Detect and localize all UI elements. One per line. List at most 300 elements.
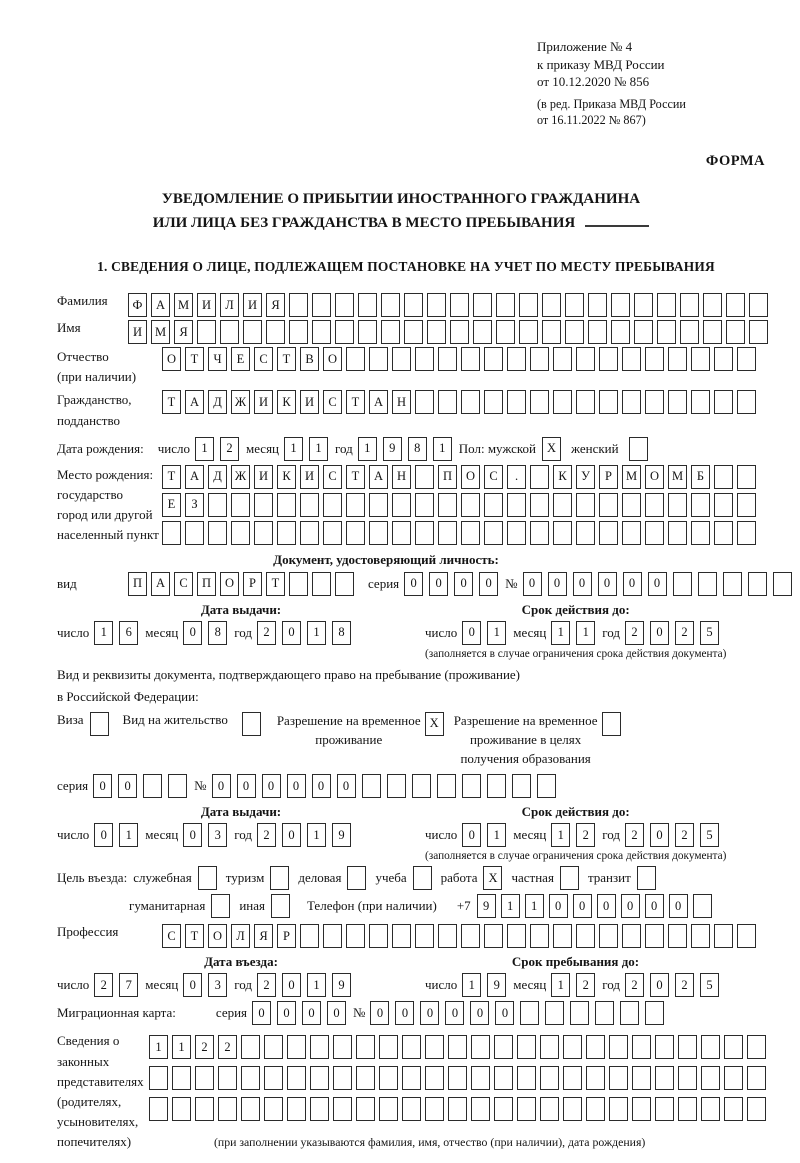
char-cell[interactable]: 1 xyxy=(284,437,303,461)
char-cell[interactable] xyxy=(461,521,480,545)
char-cell[interactable] xyxy=(494,1066,513,1090)
char-cell[interactable] xyxy=(369,521,388,545)
char-cell[interactable] xyxy=(698,572,717,596)
char-cell[interactable] xyxy=(90,712,109,736)
char-cell[interactable]: О xyxy=(208,924,227,948)
char-cell[interactable]: Т xyxy=(266,572,285,596)
char-cell[interactable] xyxy=(448,1066,467,1090)
char-cell[interactable] xyxy=(270,866,289,890)
char-cell[interactable] xyxy=(300,924,319,948)
char-cell[interactable]: 0 xyxy=(645,894,664,918)
char-cell[interactable]: X xyxy=(483,866,502,890)
char-cell[interactable]: 1 xyxy=(149,1035,168,1059)
char-cell[interactable] xyxy=(346,347,365,371)
char-cell[interactable]: Д xyxy=(208,465,227,489)
char-cell[interactable] xyxy=(143,774,162,798)
char-cell[interactable] xyxy=(381,293,400,317)
char-cell[interactable]: Я xyxy=(266,293,285,317)
char-cell[interactable] xyxy=(565,293,584,317)
char-cell[interactable] xyxy=(266,320,285,344)
char-cell[interactable] xyxy=(586,1097,605,1121)
char-cell[interactable]: Я xyxy=(254,924,273,948)
char-cell[interactable] xyxy=(473,293,492,317)
char-cell[interactable] xyxy=(438,521,457,545)
char-cell[interactable] xyxy=(563,1035,582,1059)
char-cell[interactable]: 2 xyxy=(625,621,644,645)
char-cell[interactable] xyxy=(570,1001,589,1025)
char-cell[interactable] xyxy=(701,1035,720,1059)
char-cell[interactable] xyxy=(629,437,648,461)
char-cell[interactable] xyxy=(714,521,733,545)
char-cell[interactable]: А xyxy=(369,390,388,414)
char-cell[interactable] xyxy=(277,493,296,517)
char-cell[interactable] xyxy=(588,293,607,317)
char-cell[interactable] xyxy=(540,1035,559,1059)
char-cell[interactable]: Б xyxy=(691,465,710,489)
char-cell[interactable]: З xyxy=(185,493,204,517)
char-cell[interactable]: X xyxy=(542,437,561,461)
char-cell[interactable] xyxy=(264,1066,283,1090)
char-cell[interactable] xyxy=(703,293,722,317)
char-cell[interactable] xyxy=(195,1097,214,1121)
char-cell[interactable]: 0 xyxy=(462,823,481,847)
char-cell[interactable]: Т xyxy=(162,465,181,489)
char-cell[interactable]: 0 xyxy=(650,973,669,997)
char-cell[interactable] xyxy=(701,1097,720,1121)
char-cell[interactable]: С xyxy=(174,572,193,596)
char-cell[interactable] xyxy=(645,924,664,948)
char-cell[interactable]: 2 xyxy=(257,621,276,645)
char-cell[interactable] xyxy=(622,924,641,948)
char-cell[interactable]: С xyxy=(323,465,342,489)
char-cell[interactable]: 1 xyxy=(307,621,326,645)
char-cell[interactable] xyxy=(379,1097,398,1121)
char-cell[interactable]: 0 xyxy=(650,621,669,645)
char-cell[interactable]: И xyxy=(254,390,273,414)
char-cell[interactable] xyxy=(655,1035,674,1059)
char-cell[interactable] xyxy=(691,493,710,517)
char-cell[interactable] xyxy=(347,866,366,890)
char-cell[interactable] xyxy=(678,1066,697,1090)
char-cell[interactable]: 1 xyxy=(119,823,138,847)
char-cell[interactable]: 0 xyxy=(94,823,113,847)
char-cell[interactable]: 0 xyxy=(183,823,202,847)
char-cell[interactable] xyxy=(599,390,618,414)
char-cell[interactable]: 0 xyxy=(470,1001,489,1025)
char-cell[interactable] xyxy=(461,390,480,414)
char-cell[interactable]: 6 xyxy=(119,621,138,645)
char-cell[interactable] xyxy=(323,493,342,517)
char-cell[interactable] xyxy=(450,293,469,317)
char-cell[interactable]: В xyxy=(300,347,319,371)
char-cell[interactable]: 0 xyxy=(404,572,423,596)
char-cell[interactable] xyxy=(437,774,456,798)
char-cell[interactable]: 1 xyxy=(462,973,481,997)
char-cell[interactable] xyxy=(602,712,621,736)
char-cell[interactable]: Т xyxy=(346,465,365,489)
char-cell[interactable] xyxy=(471,1097,490,1121)
char-cell[interactable]: О xyxy=(220,572,239,596)
char-cell[interactable]: О xyxy=(162,347,181,371)
char-cell[interactable]: И xyxy=(197,293,216,317)
char-cell[interactable] xyxy=(289,572,308,596)
char-cell[interactable] xyxy=(471,1066,490,1090)
char-cell[interactable] xyxy=(576,521,595,545)
char-cell[interactable] xyxy=(402,1097,421,1121)
char-cell[interactable] xyxy=(595,1001,614,1025)
char-cell[interactable]: 0 xyxy=(523,572,542,596)
char-cell[interactable]: А xyxy=(151,293,170,317)
char-cell[interactable]: 0 xyxy=(282,973,301,997)
char-cell[interactable] xyxy=(565,320,584,344)
char-cell[interactable] xyxy=(287,1066,306,1090)
char-cell[interactable] xyxy=(645,390,664,414)
char-cell[interactable] xyxy=(542,320,561,344)
char-cell[interactable] xyxy=(243,320,262,344)
char-cell[interactable]: 1 xyxy=(501,894,520,918)
char-cell[interactable]: 1 xyxy=(433,437,452,461)
char-cell[interactable]: Р xyxy=(277,924,296,948)
char-cell[interactable] xyxy=(356,1097,375,1121)
char-cell[interactable]: Е xyxy=(231,347,250,371)
char-cell[interactable]: 0 xyxy=(420,1001,439,1025)
char-cell[interactable]: С xyxy=(323,390,342,414)
char-cell[interactable] xyxy=(404,320,423,344)
char-cell[interactable]: 0 xyxy=(212,774,231,798)
char-cell[interactable] xyxy=(415,390,434,414)
char-cell[interactable] xyxy=(438,390,457,414)
char-cell[interactable] xyxy=(723,572,742,596)
char-cell[interactable] xyxy=(231,521,250,545)
char-cell[interactable] xyxy=(726,293,745,317)
char-cell[interactable] xyxy=(622,493,641,517)
char-cell[interactable] xyxy=(599,493,618,517)
char-cell[interactable]: О xyxy=(323,347,342,371)
char-cell[interactable]: 0 xyxy=(302,1001,321,1025)
char-cell[interactable]: С xyxy=(484,465,503,489)
char-cell[interactable]: Р xyxy=(599,465,618,489)
char-cell[interactable]: К xyxy=(277,465,296,489)
char-cell[interactable]: 2 xyxy=(625,973,644,997)
char-cell[interactable] xyxy=(484,493,503,517)
char-cell[interactable]: Ж xyxy=(231,390,250,414)
char-cell[interactable] xyxy=(462,774,481,798)
char-cell[interactable] xyxy=(530,390,549,414)
char-cell[interactable] xyxy=(392,521,411,545)
char-cell[interactable] xyxy=(412,774,431,798)
char-cell[interactable]: Т xyxy=(346,390,365,414)
char-cell[interactable] xyxy=(289,293,308,317)
char-cell[interactable] xyxy=(358,293,377,317)
char-cell[interactable] xyxy=(277,521,296,545)
char-cell[interactable] xyxy=(645,347,664,371)
char-cell[interactable] xyxy=(545,1001,564,1025)
char-cell[interactable]: И xyxy=(128,320,147,344)
char-cell[interactable] xyxy=(149,1066,168,1090)
char-cell[interactable] xyxy=(392,493,411,517)
char-cell[interactable] xyxy=(312,320,331,344)
char-cell[interactable]: 0 xyxy=(183,973,202,997)
char-cell[interactable] xyxy=(448,1035,467,1059)
char-cell[interactable] xyxy=(655,1066,674,1090)
char-cell[interactable]: 2 xyxy=(576,823,595,847)
char-cell[interactable]: 0 xyxy=(573,894,592,918)
char-cell[interactable] xyxy=(381,320,400,344)
char-cell[interactable] xyxy=(701,1066,720,1090)
char-cell[interactable]: Ф xyxy=(128,293,147,317)
char-cell[interactable]: 0 xyxy=(454,572,473,596)
char-cell[interactable] xyxy=(425,1097,444,1121)
char-cell[interactable] xyxy=(369,347,388,371)
char-cell[interactable]: О xyxy=(645,465,664,489)
char-cell[interactable] xyxy=(333,1066,352,1090)
char-cell[interactable] xyxy=(609,1035,628,1059)
char-cell[interactable]: А xyxy=(185,465,204,489)
char-cell[interactable] xyxy=(312,572,331,596)
char-cell[interactable] xyxy=(415,347,434,371)
char-cell[interactable] xyxy=(507,390,526,414)
char-cell[interactable] xyxy=(622,521,641,545)
char-cell[interactable] xyxy=(335,293,354,317)
char-cell[interactable] xyxy=(310,1066,329,1090)
char-cell[interactable] xyxy=(195,1066,214,1090)
char-cell[interactable] xyxy=(484,347,503,371)
char-cell[interactable] xyxy=(714,465,733,489)
char-cell[interactable]: 0 xyxy=(549,894,568,918)
char-cell[interactable] xyxy=(507,924,526,948)
char-cell[interactable]: . xyxy=(507,465,526,489)
char-cell[interactable] xyxy=(507,493,526,517)
char-cell[interactable] xyxy=(560,866,579,890)
char-cell[interactable]: 0 xyxy=(650,823,669,847)
char-cell[interactable] xyxy=(346,924,365,948)
char-cell[interactable]: 9 xyxy=(477,894,496,918)
char-cell[interactable] xyxy=(517,1066,536,1090)
char-cell[interactable]: Н xyxy=(392,465,411,489)
char-cell[interactable]: 1 xyxy=(94,621,113,645)
char-cell[interactable] xyxy=(680,320,699,344)
char-cell[interactable] xyxy=(747,1035,766,1059)
char-cell[interactable] xyxy=(404,293,423,317)
char-cell[interactable]: А xyxy=(151,572,170,596)
char-cell[interactable] xyxy=(208,493,227,517)
char-cell[interactable]: 0 xyxy=(282,621,301,645)
char-cell[interactable] xyxy=(634,320,653,344)
char-cell[interactable] xyxy=(415,493,434,517)
char-cell[interactable] xyxy=(530,924,549,948)
char-cell[interactable] xyxy=(287,1097,306,1121)
char-cell[interactable] xyxy=(599,521,618,545)
char-cell[interactable] xyxy=(691,521,710,545)
char-cell[interactable] xyxy=(271,894,290,918)
char-cell[interactable]: 1 xyxy=(307,823,326,847)
char-cell[interactable]: Ч xyxy=(208,347,227,371)
char-cell[interactable]: С xyxy=(254,347,273,371)
char-cell[interactable]: 2 xyxy=(257,973,276,997)
char-cell[interactable] xyxy=(542,293,561,317)
char-cell[interactable] xyxy=(484,924,503,948)
char-cell[interactable]: П xyxy=(128,572,147,596)
char-cell[interactable] xyxy=(691,924,710,948)
char-cell[interactable] xyxy=(172,1066,191,1090)
char-cell[interactable]: И xyxy=(243,293,262,317)
char-cell[interactable] xyxy=(494,1097,513,1121)
char-cell[interactable]: 3 xyxy=(208,973,227,997)
char-cell[interactable]: 0 xyxy=(312,774,331,798)
char-cell[interactable]: К xyxy=(277,390,296,414)
char-cell[interactable] xyxy=(691,390,710,414)
char-cell[interactable] xyxy=(530,521,549,545)
char-cell[interactable] xyxy=(553,521,572,545)
char-cell[interactable] xyxy=(748,572,767,596)
char-cell[interactable] xyxy=(645,521,664,545)
char-cell[interactable] xyxy=(387,774,406,798)
char-cell[interactable]: Т xyxy=(277,347,296,371)
char-cell[interactable] xyxy=(471,1035,490,1059)
char-cell[interactable] xyxy=(609,1066,628,1090)
char-cell[interactable] xyxy=(714,347,733,371)
char-cell[interactable] xyxy=(415,924,434,948)
char-cell[interactable] xyxy=(335,572,354,596)
char-cell[interactable]: П xyxy=(438,465,457,489)
char-cell[interactable] xyxy=(300,493,319,517)
char-cell[interactable] xyxy=(335,320,354,344)
char-cell[interactable]: 0 xyxy=(262,774,281,798)
char-cell[interactable] xyxy=(438,924,457,948)
char-cell[interactable] xyxy=(507,521,526,545)
char-cell[interactable] xyxy=(264,1097,283,1121)
char-cell[interactable] xyxy=(425,1035,444,1059)
char-cell[interactable] xyxy=(211,894,230,918)
char-cell[interactable]: А xyxy=(369,465,388,489)
char-cell[interactable]: 0 xyxy=(462,621,481,645)
char-cell[interactable] xyxy=(622,347,641,371)
char-cell[interactable]: 0 xyxy=(287,774,306,798)
char-cell[interactable]: 2 xyxy=(257,823,276,847)
char-cell[interactable]: И xyxy=(254,465,273,489)
char-cell[interactable] xyxy=(576,493,595,517)
char-cell[interactable]: 9 xyxy=(487,973,506,997)
char-cell[interactable] xyxy=(242,712,261,736)
char-cell[interactable]: 0 xyxy=(445,1001,464,1025)
char-cell[interactable] xyxy=(149,1097,168,1121)
char-cell[interactable] xyxy=(484,521,503,545)
char-cell[interactable] xyxy=(637,866,656,890)
char-cell[interactable] xyxy=(358,320,377,344)
char-cell[interactable]: Л xyxy=(220,293,239,317)
char-cell[interactable] xyxy=(680,293,699,317)
char-cell[interactable] xyxy=(668,347,687,371)
char-cell[interactable] xyxy=(356,1035,375,1059)
char-cell[interactable] xyxy=(346,521,365,545)
char-cell[interactable] xyxy=(333,1035,352,1059)
char-cell[interactable] xyxy=(737,521,756,545)
char-cell[interactable] xyxy=(632,1097,651,1121)
char-cell[interactable] xyxy=(724,1097,743,1121)
char-cell[interactable]: Н xyxy=(392,390,411,414)
char-cell[interactable] xyxy=(609,1097,628,1121)
char-cell[interactable] xyxy=(620,1001,639,1025)
char-cell[interactable] xyxy=(241,1097,260,1121)
char-cell[interactable]: Д xyxy=(208,390,227,414)
char-cell[interactable] xyxy=(540,1066,559,1090)
char-cell[interactable]: У xyxy=(576,465,595,489)
char-cell[interactable] xyxy=(254,521,273,545)
char-cell[interactable]: М xyxy=(151,320,170,344)
char-cell[interactable]: М xyxy=(668,465,687,489)
char-cell[interactable] xyxy=(362,774,381,798)
char-cell[interactable] xyxy=(737,347,756,371)
char-cell[interactable] xyxy=(714,493,733,517)
char-cell[interactable]: 2 xyxy=(94,973,113,997)
char-cell[interactable] xyxy=(231,493,250,517)
char-cell[interactable] xyxy=(530,465,549,489)
char-cell[interactable] xyxy=(634,293,653,317)
char-cell[interactable] xyxy=(450,320,469,344)
char-cell[interactable] xyxy=(668,390,687,414)
char-cell[interactable] xyxy=(586,1066,605,1090)
char-cell[interactable] xyxy=(496,320,515,344)
char-cell[interactable] xyxy=(668,493,687,517)
char-cell[interactable] xyxy=(197,320,216,344)
char-cell[interactable]: 1 xyxy=(551,621,570,645)
char-cell[interactable] xyxy=(530,493,549,517)
char-cell[interactable] xyxy=(749,293,768,317)
char-cell[interactable] xyxy=(241,1066,260,1090)
char-cell[interactable] xyxy=(507,347,526,371)
char-cell[interactable] xyxy=(415,465,434,489)
char-cell[interactable] xyxy=(346,493,365,517)
char-cell[interactable]: 0 xyxy=(621,894,640,918)
char-cell[interactable]: 1 xyxy=(487,823,506,847)
char-cell[interactable] xyxy=(714,924,733,948)
char-cell[interactable] xyxy=(576,390,595,414)
char-cell[interactable] xyxy=(487,774,506,798)
char-cell[interactable] xyxy=(645,1001,664,1025)
char-cell[interactable] xyxy=(668,521,687,545)
char-cell[interactable]: 2 xyxy=(625,823,644,847)
char-cell[interactable] xyxy=(749,320,768,344)
char-cell[interactable] xyxy=(220,320,239,344)
char-cell[interactable] xyxy=(300,521,319,545)
char-cell[interactable]: 0 xyxy=(669,894,688,918)
char-cell[interactable] xyxy=(668,924,687,948)
char-cell[interactable] xyxy=(657,293,676,317)
char-cell[interactable]: 9 xyxy=(332,973,351,997)
char-cell[interactable]: 8 xyxy=(332,621,351,645)
char-cell[interactable] xyxy=(413,866,432,890)
char-cell[interactable] xyxy=(369,493,388,517)
char-cell[interactable]: М xyxy=(622,465,641,489)
char-cell[interactable]: 5 xyxy=(700,621,719,645)
char-cell[interactable] xyxy=(496,293,515,317)
char-cell[interactable] xyxy=(402,1066,421,1090)
char-cell[interactable] xyxy=(425,1066,444,1090)
char-cell[interactable]: 1 xyxy=(172,1035,191,1059)
char-cell[interactable]: 7 xyxy=(119,973,138,997)
char-cell[interactable] xyxy=(379,1066,398,1090)
char-cell[interactable] xyxy=(392,924,411,948)
char-cell[interactable] xyxy=(576,347,595,371)
char-cell[interactable] xyxy=(517,1035,536,1059)
char-cell[interactable] xyxy=(724,1035,743,1059)
char-cell[interactable]: 5 xyxy=(700,823,719,847)
char-cell[interactable]: 0 xyxy=(282,823,301,847)
char-cell[interactable] xyxy=(254,493,273,517)
char-cell[interactable]: 9 xyxy=(332,823,351,847)
char-cell[interactable] xyxy=(427,320,446,344)
char-cell[interactable] xyxy=(540,1097,559,1121)
